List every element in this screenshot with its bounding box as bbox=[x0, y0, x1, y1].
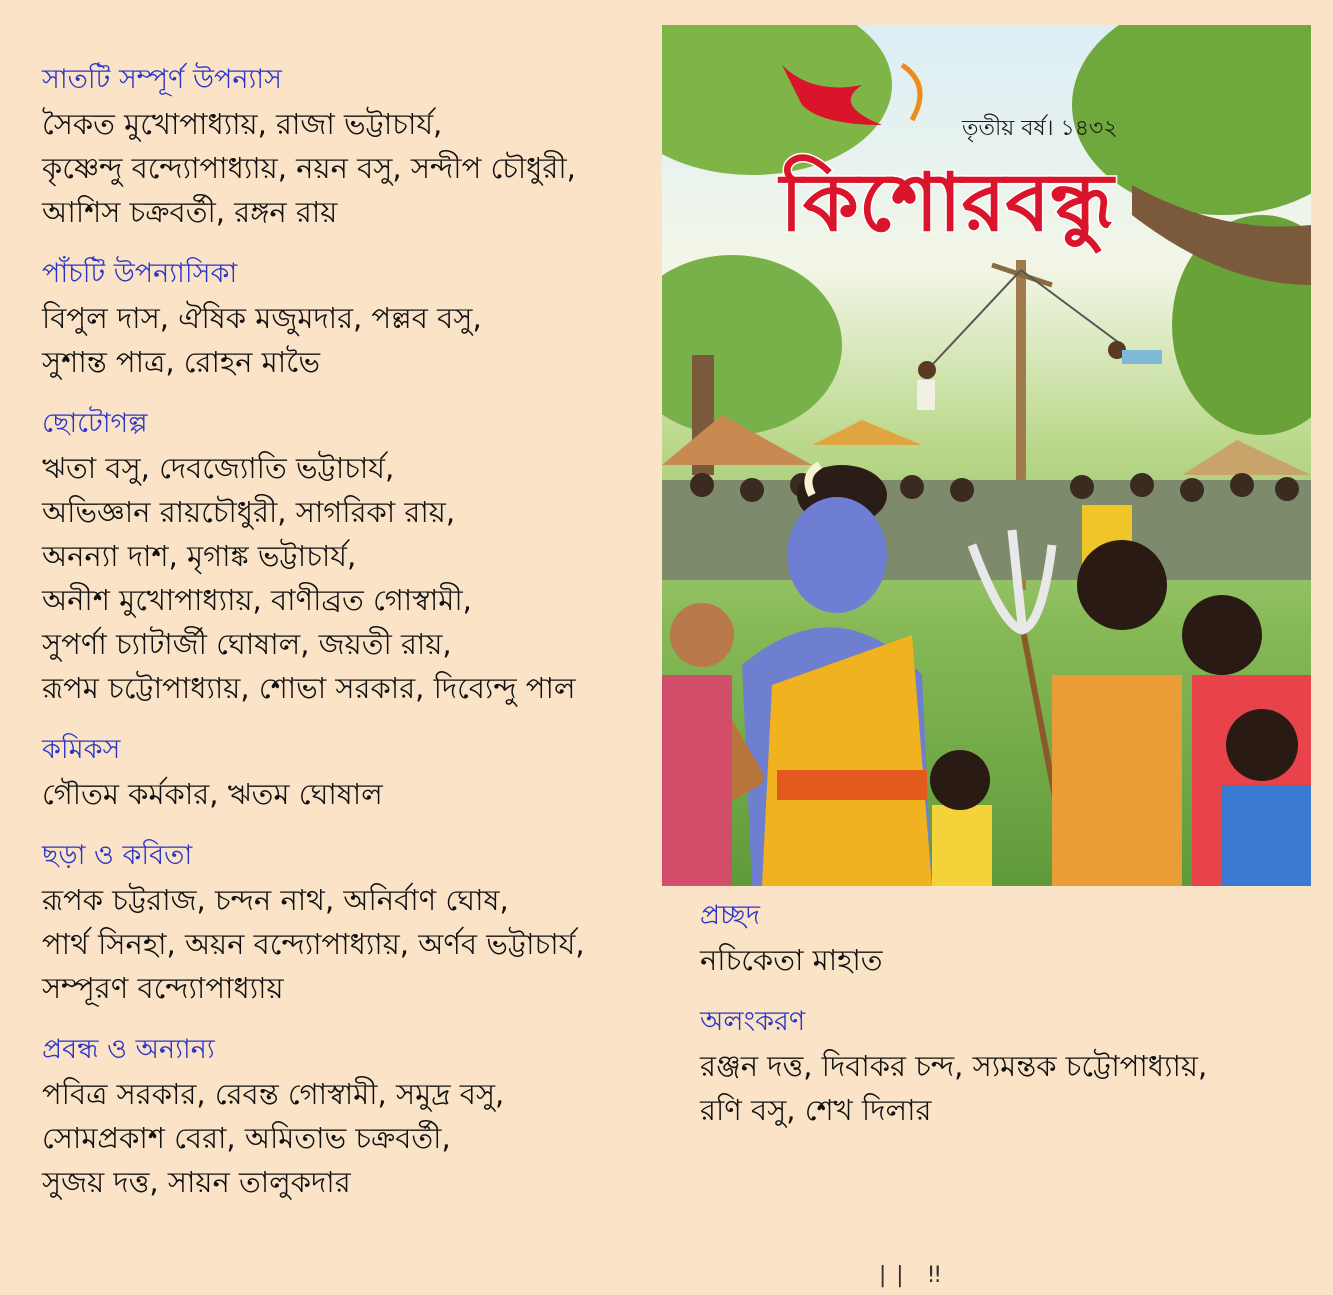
tent bbox=[1182, 440, 1311, 475]
cover-illustration bbox=[662, 25, 1311, 886]
section-title: ছোটোগল্প bbox=[42, 408, 148, 439]
author-line: নচিকেতা মাহাত bbox=[700, 943, 883, 977]
author-line: অনন্যা দাশ, মৃগাঙ্ক ভট্টাচার্য, bbox=[42, 539, 357, 573]
credits-section bbox=[42, 62, 642, 234]
author-line: রূপম চট্টোপাধ্যায়, শোভা সরকার, দিব্যেন্দু পাল bbox=[42, 671, 576, 705]
author-line: সৈকত মুখোপাধ্যায়, রাজা ভট্টাচার্য, bbox=[42, 107, 443, 141]
author-line: রণি বসু, শেখ দিলার bbox=[700, 1093, 932, 1127]
author-line: বিপুল দাস, ঐষিক মজুমদার, পল্লব বসু, bbox=[42, 301, 482, 335]
shiva-face bbox=[787, 497, 887, 613]
author-line: অনীশ মুখোপাধ্যায়, বাণীব্রত গোস্বামী, bbox=[42, 583, 472, 617]
magazine-cover-image bbox=[662, 25, 1311, 886]
author-line: গৌতম কর্মকার, ঋতম ঘোষাল bbox=[42, 777, 383, 811]
section-names bbox=[42, 102, 642, 234]
credits-section bbox=[42, 838, 642, 1010]
author-line: কৃষ্ণেন্দু বন্দ্যোপাধ্যায়, নয়ন বসু, সন্দীপ চৌধুরী, bbox=[42, 151, 576, 185]
author-line: পবিত্র সরকার, রেবন্ত গোস্বামী, সমুদ্র বসু, bbox=[42, 1077, 505, 1111]
cover-edition: তৃতীয় বর্ষ। ১৪৩২ bbox=[962, 116, 1118, 141]
section-names bbox=[42, 296, 642, 384]
author-line: রূপক চট্টরাজ, চন্দন নাথ, অনির্বাণ ঘোষ, bbox=[42, 883, 509, 917]
section-title: প্রবন্ধ ও অন্যান্য bbox=[42, 1034, 215, 1065]
author-line: রঞ্জন দত্ত, দিবাকর চন্দ, স্যমন্তক চট্টোপাধ্যায়, bbox=[700, 1049, 1208, 1083]
section-names bbox=[42, 878, 642, 1010]
child-orange-shirt bbox=[1052, 675, 1182, 886]
credits-section bbox=[42, 1032, 642, 1204]
tent bbox=[812, 420, 922, 445]
author-line: সুজয় দত্ত, সায়ন তালুকদার bbox=[42, 1165, 351, 1199]
section-title: অলংকরণ bbox=[700, 1006, 806, 1037]
credits-section bbox=[42, 732, 642, 816]
author-line: আশিস চক্রবর্তী, রঙ্গন রায় bbox=[42, 195, 338, 229]
section-names bbox=[42, 446, 642, 710]
section-title: পাঁচটি উপন্যাসিকা bbox=[42, 258, 238, 289]
section-names bbox=[42, 1072, 642, 1204]
author-line: অভিজ্ঞান রায়চৌধুরী, সাগরিকা রায়, bbox=[42, 495, 456, 529]
credits-section bbox=[42, 256, 642, 384]
section-names bbox=[42, 772, 642, 816]
author-line: সম্পূরণ বন্দ্যোপাধ্যায় bbox=[42, 971, 284, 1005]
section-names bbox=[700, 1044, 1320, 1132]
author-line: সুশান্ত পাত্র, রোহন মাভৈ bbox=[42, 345, 320, 379]
author-line: সুপর্ণা চ্যাটার্জী ঘোষাল, জয়তী রায়, bbox=[42, 627, 452, 661]
section-title: ছড়া ও কবিতা bbox=[42, 840, 193, 871]
credits-section bbox=[700, 1004, 1320, 1132]
author-line: সোমপ্রকাশ বেরা, অমিতাভ চক্রবর্তী, bbox=[42, 1121, 451, 1155]
cover-masthead: কিশোরবন্ধু bbox=[780, 156, 1114, 249]
section-title: প্রচ্ছদ bbox=[700, 900, 760, 931]
credits-section bbox=[700, 898, 1320, 982]
contents-right-column bbox=[700, 898, 1320, 1132]
author-line: ঋতা বসু, দেবজ্যোতি ভট্টাচার্য, bbox=[42, 451, 395, 485]
section-title: সাতটি সম্পূর্ণ উপন্যাস bbox=[42, 64, 282, 95]
credits-section bbox=[42, 406, 642, 710]
section-title: কমিকস bbox=[42, 734, 121, 765]
author-line: পার্থ সিনহা, অয়ন বন্দ্যোপাধ্যায়, অর্ণব ভট্টাচার্য, bbox=[42, 927, 585, 961]
footer-marks: || ‼ bbox=[876, 1263, 945, 1288]
section-names bbox=[700, 938, 1320, 982]
contents-left-column bbox=[42, 62, 642, 1204]
tree-foliage bbox=[662, 25, 892, 175]
tree-foliage bbox=[662, 255, 842, 435]
